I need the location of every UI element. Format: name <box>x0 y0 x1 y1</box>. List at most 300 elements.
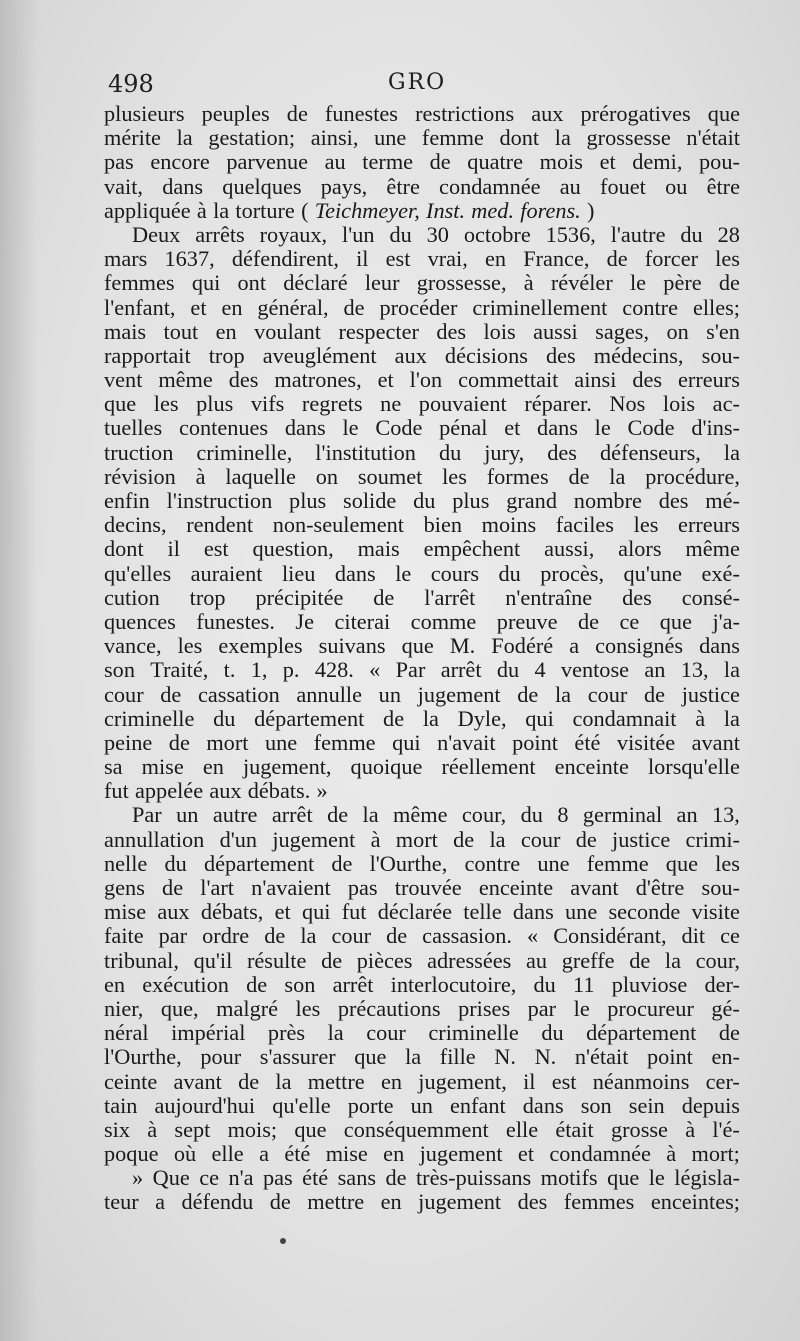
word: citerai <box>334 608 391 634</box>
word: de <box>168 729 190 755</box>
word: jugement, <box>242 754 332 780</box>
word: aujourd'hui <box>154 1092 256 1118</box>
word: et <box>599 149 616 175</box>
word: octobre <box>463 221 531 247</box>
word: formes <box>486 463 549 489</box>
word: femmes <box>104 270 175 296</box>
word: ont <box>237 270 267 296</box>
word: cour <box>520 826 561 852</box>
word: criminellement <box>472 294 608 320</box>
word: de <box>629 947 651 973</box>
word: précautions <box>337 995 441 1021</box>
word: 1536, <box>545 221 596 247</box>
word: cour <box>104 681 144 707</box>
text-line <box>104 1118 740 1142</box>
word: cour <box>587 681 628 707</box>
word: nelle <box>104 850 148 876</box>
word: a <box>155 1189 166 1215</box>
word: en <box>383 1141 405 1167</box>
word: en <box>202 754 224 780</box>
text-line <box>104 392 740 416</box>
word: quatre <box>467 149 524 175</box>
word: un <box>378 681 401 707</box>
word: annulle <box>296 681 363 707</box>
text-line <box>104 1045 740 1069</box>
word: depuis <box>681 1092 740 1118</box>
word: impérial <box>171 1020 246 1046</box>
word: point <box>512 729 558 755</box>
word: leur <box>364 270 400 296</box>
word: jugement, <box>418 1068 507 1094</box>
word: motifs <box>540 1165 598 1191</box>
word: plusieurs <box>104 101 185 126</box>
word: vance, <box>104 633 162 659</box>
word: l'institution <box>315 439 416 465</box>
text-line <box>104 465 740 489</box>
word: funestes. <box>196 608 275 634</box>
word: révéler <box>550 270 613 296</box>
word: criminelle <box>104 705 195 731</box>
word: que <box>607 1165 640 1191</box>
word: quelques <box>222 173 302 199</box>
word: ainsi <box>574 367 617 393</box>
word: l'un <box>342 221 375 247</box>
word: même <box>393 802 448 828</box>
word: tuelles <box>104 415 163 441</box>
word: les <box>153 391 179 417</box>
word: poque <box>104 1141 159 1167</box>
word: une <box>264 729 298 755</box>
word: aveuglément <box>262 342 377 368</box>
word: mettre <box>307 1068 365 1094</box>
word: mois; <box>227 1116 278 1142</box>
word: mort <box>395 826 438 852</box>
word: seconde <box>608 899 681 925</box>
word: « <box>369 657 381 683</box>
word: M. <box>449 633 476 659</box>
word: malgré <box>216 995 279 1021</box>
word: des <box>517 1189 548 1215</box>
word: 30 <box>426 221 449 247</box>
word: consé- <box>681 584 740 610</box>
word: jugement <box>418 1189 502 1215</box>
word: arrêt <box>440 657 482 683</box>
word: dit <box>681 923 706 949</box>
word: sou- <box>701 875 740 900</box>
word: arrêt <box>332 971 374 997</box>
word: comme <box>410 608 477 634</box>
word: général, <box>257 294 329 320</box>
word: révision <box>104 463 176 489</box>
word: Teichmeyer, <box>314 197 420 223</box>
word: gé- <box>711 995 740 1021</box>
word: des <box>622 584 652 610</box>
word: quoique <box>350 754 423 780</box>
word: mé- <box>705 488 740 513</box>
word: des <box>658 488 689 513</box>
word: être <box>386 173 420 199</box>
word: cour, <box>695 947 740 973</box>
word: consignés <box>595 633 684 659</box>
word: ceinte <box>104 1068 158 1094</box>
word: dont <box>104 536 144 562</box>
word: rendent <box>186 512 254 538</box>
word: en <box>380 1189 402 1215</box>
word: avant <box>570 875 619 900</box>
word: alors <box>618 536 662 562</box>
word: dans <box>512 899 554 925</box>
text-line <box>104 707 740 731</box>
word: procès, <box>540 560 605 586</box>
word: vait, <box>104 173 144 199</box>
word: la <box>422 705 439 731</box>
word: n'a <box>228 1165 254 1191</box>
word: la <box>723 439 740 465</box>
word: quences <box>104 608 176 634</box>
word: prérogatives <box>580 101 691 126</box>
word: du <box>413 488 436 513</box>
word: la <box>723 705 740 731</box>
word: que <box>707 101 740 126</box>
word: regrets <box>301 391 363 417</box>
word: même <box>158 367 213 393</box>
word: défendirent, <box>231 246 339 272</box>
word: à <box>666 1141 677 1167</box>
word: d'ins- <box>691 415 740 441</box>
word: en <box>215 318 237 344</box>
word: de <box>575 826 597 852</box>
word: pou- <box>699 149 740 175</box>
word: elles; <box>692 294 740 320</box>
word: il <box>523 1068 536 1094</box>
word: 8 <box>557 802 569 828</box>
word: du <box>498 560 521 586</box>
word: der- <box>704 971 740 997</box>
word: elle <box>505 1116 539 1142</box>
text-line <box>104 1070 740 1094</box>
word: faite <box>104 923 144 949</box>
word: l'enfant, <box>104 294 176 320</box>
word: greffe <box>561 947 615 973</box>
word: de <box>429 149 451 175</box>
word: faciles <box>555 512 614 538</box>
word: son <box>104 657 135 683</box>
word: 428. <box>314 657 354 683</box>
word: vent <box>104 367 143 393</box>
word: par <box>158 923 188 949</box>
word: s'assurer <box>259 1044 336 1070</box>
word: fouet <box>600 173 646 199</box>
word: lois <box>662 391 696 417</box>
word: que, <box>160 995 199 1021</box>
word: lieu <box>281 560 316 586</box>
text-line <box>104 1190 740 1214</box>
word: de <box>162 875 184 900</box>
word: exécution <box>142 971 229 997</box>
word: pour <box>200 1044 242 1070</box>
word: les <box>633 512 659 538</box>
word: aux <box>394 342 427 368</box>
word: en <box>221 294 243 320</box>
word: ainsi, <box>310 125 359 151</box>
word: la <box>609 463 626 489</box>
word: sans <box>337 1165 377 1191</box>
word: le <box>342 415 359 441</box>
word: appliquée <box>104 197 191 223</box>
word: le <box>395 560 412 586</box>
word: auraient <box>190 560 263 586</box>
word: qui <box>191 270 221 296</box>
word: trouvée <box>394 875 462 900</box>
word: du <box>496 657 520 683</box>
word: appelée <box>135 778 204 804</box>
word: au <box>324 149 346 175</box>
word: fut <box>341 899 367 925</box>
word: parvenue <box>226 149 309 175</box>
word: est <box>203 536 229 562</box>
word: une <box>565 899 598 925</box>
word: dans <box>699 633 740 659</box>
word: vifs <box>250 391 285 417</box>
word: des <box>436 318 467 344</box>
word: est <box>385 246 411 272</box>
word: le <box>594 415 611 441</box>
word: contenues <box>178 415 269 441</box>
word: t. <box>223 657 236 683</box>
word: Inst. <box>426 197 466 223</box>
word: jugement <box>419 1141 503 1167</box>
word: enceinte <box>478 875 554 900</box>
word: des <box>545 342 576 368</box>
word: à <box>370 826 381 852</box>
word: médecins, <box>593 342 684 368</box>
word: plus <box>196 391 234 417</box>
text-line <box>104 513 740 537</box>
word: que <box>354 1044 387 1070</box>
word: teur <box>104 1189 139 1215</box>
word: femme <box>421 125 484 151</box>
word: » <box>316 778 328 804</box>
word: et <box>190 294 207 320</box>
word: 13, <box>712 802 740 828</box>
word: de <box>385 1165 407 1191</box>
word: gestation; <box>208 125 296 151</box>
word: été <box>302 1165 329 1191</box>
word: bien <box>423 512 462 538</box>
word: du <box>389 221 412 247</box>
word: question, <box>252 536 334 562</box>
word: la <box>176 125 193 151</box>
word: mais <box>104 318 147 344</box>
word: département <box>586 1020 697 1046</box>
word: prises <box>458 995 511 1021</box>
word: femme <box>586 850 649 876</box>
word: l'autre <box>610 221 666 247</box>
word: laquelle <box>225 463 296 489</box>
word: mois <box>539 149 583 175</box>
word: la <box>723 657 740 683</box>
word: du <box>680 221 703 247</box>
word: dont <box>499 125 540 151</box>
word: conséquemment <box>343 1116 489 1142</box>
word: néanmoins <box>592 1068 690 1094</box>
word: enceinte <box>554 754 629 780</box>
word: 28 <box>717 221 740 247</box>
word: qu'il <box>193 947 233 973</box>
word: aux <box>209 778 242 804</box>
word: de <box>606 246 628 272</box>
word: son <box>580 1092 612 1118</box>
word: cours <box>430 560 480 586</box>
word: decins, <box>104 512 167 538</box>
word: tout <box>163 318 199 344</box>
text-line <box>104 150 740 174</box>
word: réellement <box>441 754 536 780</box>
word: gens <box>104 875 145 900</box>
word: interlocutoire, <box>390 971 517 997</box>
word: la <box>664 947 681 973</box>
word: défendu <box>181 1189 254 1215</box>
word: restrictions <box>415 101 515 126</box>
word: un <box>176 802 199 828</box>
word: Dyle, <box>457 705 507 731</box>
word: terme <box>362 149 414 175</box>
word: de <box>327 802 349 828</box>
word: de <box>568 463 590 489</box>
word: débats, <box>200 899 264 925</box>
word: pénal <box>439 415 488 441</box>
word: décisions <box>444 342 528 368</box>
text-line <box>104 247 740 271</box>
word: jugement <box>417 681 501 707</box>
word: de <box>718 1020 740 1046</box>
word: aux <box>531 101 564 126</box>
word: matrones, <box>274 367 362 393</box>
word: même <box>685 536 740 562</box>
word: les <box>177 633 203 659</box>
word: encore <box>150 149 210 175</box>
word: mise <box>104 899 147 925</box>
body-text <box>104 102 740 1215</box>
word: 1637, <box>164 246 215 272</box>
word: peuples <box>201 101 270 126</box>
word: enceintes; <box>650 1189 740 1215</box>
text-line <box>104 1166 740 1190</box>
word: avant <box>691 729 740 755</box>
word: très-puissans <box>415 1165 532 1191</box>
word: Par <box>395 657 426 683</box>
word: un <box>410 1092 433 1118</box>
word: département <box>254 705 365 731</box>
word: dans <box>537 415 578 441</box>
word: forens. <box>520 197 581 223</box>
word: six <box>104 1116 131 1142</box>
word: de <box>343 294 365 320</box>
word: pouvaient <box>418 391 507 417</box>
word: ( <box>301 197 309 223</box>
word: les <box>442 463 467 489</box>
word: près <box>267 1020 306 1046</box>
word: ou <box>665 173 688 199</box>
text-line <box>104 320 740 344</box>
word: de <box>517 681 539 707</box>
word: la <box>275 1068 292 1094</box>
word: l'art <box>200 875 234 900</box>
text-line <box>104 586 740 610</box>
word: législa- <box>674 1165 740 1191</box>
word: pays, <box>320 173 368 199</box>
word: on <box>315 463 339 489</box>
word: trop <box>208 342 245 368</box>
text-line <box>104 803 740 827</box>
word: il <box>167 536 180 562</box>
word: fille <box>439 1044 476 1070</box>
word: arrêts <box>195 221 245 247</box>
word: fut <box>104 778 129 804</box>
word: non-seulement <box>272 512 404 538</box>
word: n'avait <box>437 729 496 755</box>
word: criminelle, <box>196 439 293 465</box>
running-head-word: GRO <box>388 70 447 95</box>
word: en <box>104 971 126 997</box>
word: med. <box>471 197 515 223</box>
word: Traité, <box>150 657 209 683</box>
word: jury, <box>484 439 525 465</box>
word: où <box>173 1141 197 1167</box>
word: une <box>374 125 407 151</box>
word: des <box>547 439 577 465</box>
word: qui <box>301 899 331 925</box>
word: commettait <box>458 367 559 393</box>
word: exé- <box>701 560 740 586</box>
text-line <box>104 368 740 392</box>
word: de <box>160 681 182 707</box>
word: mise <box>141 754 184 780</box>
word: sages, <box>595 318 650 344</box>
word: lois <box>483 318 516 344</box>
word: mort; <box>691 1141 740 1167</box>
word: la <box>554 125 571 151</box>
word: soumet <box>357 463 423 489</box>
word: 13, <box>680 657 709 683</box>
text-line <box>104 175 740 199</box>
word: justice <box>612 826 671 852</box>
word: grosse <box>610 1116 668 1142</box>
word: et <box>377 367 394 393</box>
text-line <box>104 441 740 465</box>
word: N. <box>494 1044 516 1070</box>
word: des <box>632 367 663 393</box>
word: condamnée <box>439 173 541 199</box>
word: cer- <box>705 1068 740 1094</box>
word: du <box>438 439 462 465</box>
word: à <box>685 1116 696 1142</box>
word: la <box>327 1020 344 1046</box>
word: été <box>574 729 601 755</box>
word: ce <box>199 1165 220 1191</box>
word: ac- <box>712 391 740 417</box>
word: les <box>715 246 740 272</box>
word: royaux, <box>259 221 328 247</box>
word: une <box>537 850 570 876</box>
word: femmes <box>563 1189 635 1215</box>
word: défenseurs, <box>599 439 701 465</box>
word: solide <box>343 488 397 513</box>
word: an <box>644 657 666 683</box>
word: l'é- <box>712 1116 740 1142</box>
word: ventose <box>560 657 630 683</box>
word: de <box>246 971 268 997</box>
